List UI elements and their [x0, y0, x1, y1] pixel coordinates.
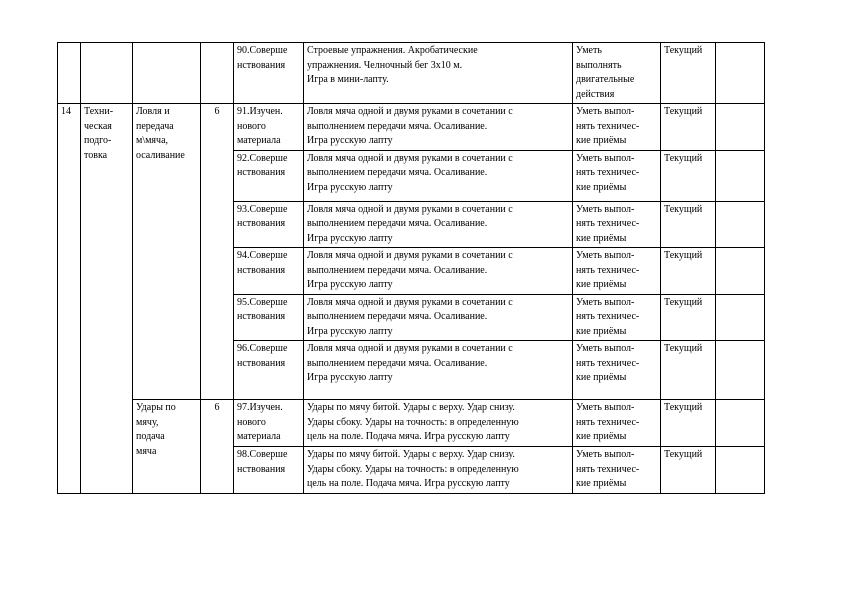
lesson-content-cell: Строевые упражнения. Акробатические упражнения. Челночный бег 3х10 м. Игра в мини-лапту.: [304, 43, 573, 104]
requirements-cell: Уметь выпол- нять техничес- кие приёмы: [573, 341, 661, 400]
requirements-cell: Уметь выпол- нять техничес- кие приёмы: [573, 248, 661, 295]
lesson-plan-table: [57, 42, 765, 494]
lesson-content-cell: Удары по мячу битой. Удары с верху. Удар снизу. Удары сбоку. Удары на точность: в определенную цель на поле. Подача мяча. Игра русскую лапту: [304, 400, 573, 447]
extra-cell: [716, 341, 765, 400]
lesson-type-cell: 92.Соверше нствования: [234, 150, 304, 201]
lesson-type-cell: 93.Соверше нствования: [234, 201, 304, 248]
table-row: [58, 104, 765, 151]
extra-cell: [716, 294, 765, 341]
lesson-type-cell: 94.Соверше нствования: [234, 248, 304, 295]
requirements-cell: Уметь выпол- нять техничес- кие приёмы: [573, 104, 661, 151]
control-type-cell: Текущий: [661, 294, 716, 341]
extra-cell: [716, 150, 765, 201]
lesson-type-cell: 98.Соверше нствования: [234, 447, 304, 494]
lesson-type-cell: 91.Изучен. нового материала: [234, 104, 304, 151]
topic-cell: Удары по мячу, подача мяча: [133, 400, 201, 494]
table-row: [58, 400, 765, 447]
lesson-content-cell: Удары по мячу битой. Удары с верху. Удар снизу. Удары сбоку. Удары на точность: в определенную цель на поле. Подача мяча. Игра русскую лапту: [304, 447, 573, 494]
row-number-cell: [58, 43, 81, 104]
requirements-cell: Уметь выпол- нять техничес- кие приёмы: [573, 150, 661, 201]
control-type-cell: Текущий: [661, 104, 716, 151]
extra-cell: [716, 104, 765, 151]
extra-cell: [716, 447, 765, 494]
hours-cell: [201, 43, 234, 104]
requirements-cell: Уметь выпол- нять техничес- кие приёмы: [573, 400, 661, 447]
table-row: [58, 43, 765, 104]
extra-cell: [716, 43, 765, 104]
lesson-content-cell: Ловля мяча одной и двумя руками в сочетании с выполнением передачи мяча. Осаливание. Игра русскую лапту: [304, 150, 573, 201]
section-cell: Техни- ческая подго- товка: [81, 104, 133, 494]
extra-cell: [716, 201, 765, 248]
control-type-cell: Текущий: [661, 43, 716, 104]
lesson-content-cell: Ловля мяча одной и двумя руками в сочетании с выполнением передачи мяча. Осаливание. Игра русскую лапту: [304, 201, 573, 248]
topic-cell: [133, 43, 201, 104]
lesson-content-cell: Ловля мяча одной и двумя руками в сочетании с выполнением передачи мяча. Осаливание. Игра русскую лапту: [304, 104, 573, 151]
row-number-cell: 14: [58, 104, 81, 494]
lesson-type-cell: 96.Соверше нствования: [234, 341, 304, 400]
requirements-cell: Уметь выполнять двигательные действия: [573, 43, 661, 104]
hours-cell: 6: [201, 400, 234, 494]
section-cell: [81, 43, 133, 104]
requirements-cell: Уметь выпол- нять техничес- кие приёмы: [573, 447, 661, 494]
control-type-cell: Текущий: [661, 150, 716, 201]
control-type-cell: Текущий: [661, 341, 716, 400]
extra-cell: [716, 248, 765, 295]
lesson-type-cell: 97.Изучен. нового материала: [234, 400, 304, 447]
hours-cell: 6: [201, 104, 234, 400]
control-type-cell: Текущий: [661, 201, 716, 248]
control-type-cell: Текущий: [661, 248, 716, 295]
lesson-content-cell: Ловля мяча одной и двумя руками в сочетании с выполнением передачи мяча. Осаливание. Игра русскую лапту: [304, 341, 573, 400]
extra-cell: [716, 400, 765, 447]
control-type-cell: Текущий: [661, 447, 716, 494]
control-type-cell: Текущий: [661, 400, 716, 447]
requirements-cell: Уметь выпол- нять техничес- кие приёмы: [573, 201, 661, 248]
lesson-type-cell: 95.Соверше нствования: [234, 294, 304, 341]
lesson-content-cell: Ловля мяча одной и двумя руками в сочетании с выполнением передачи мяча. Осаливание. Игра русскую лапту: [304, 294, 573, 341]
lesson-content-cell: Ловля мяча одной и двумя руками в сочетании с выполнением передачи мяча. Осаливание. Игра русскую лапту: [304, 248, 573, 295]
lesson-type-cell: 90.Соверше нствования: [234, 43, 304, 104]
topic-cell: Ловля и передача м\мяча, осаливание: [133, 104, 201, 400]
requirements-cell: Уметь выпол- нять техничес- кие приёмы: [573, 294, 661, 341]
